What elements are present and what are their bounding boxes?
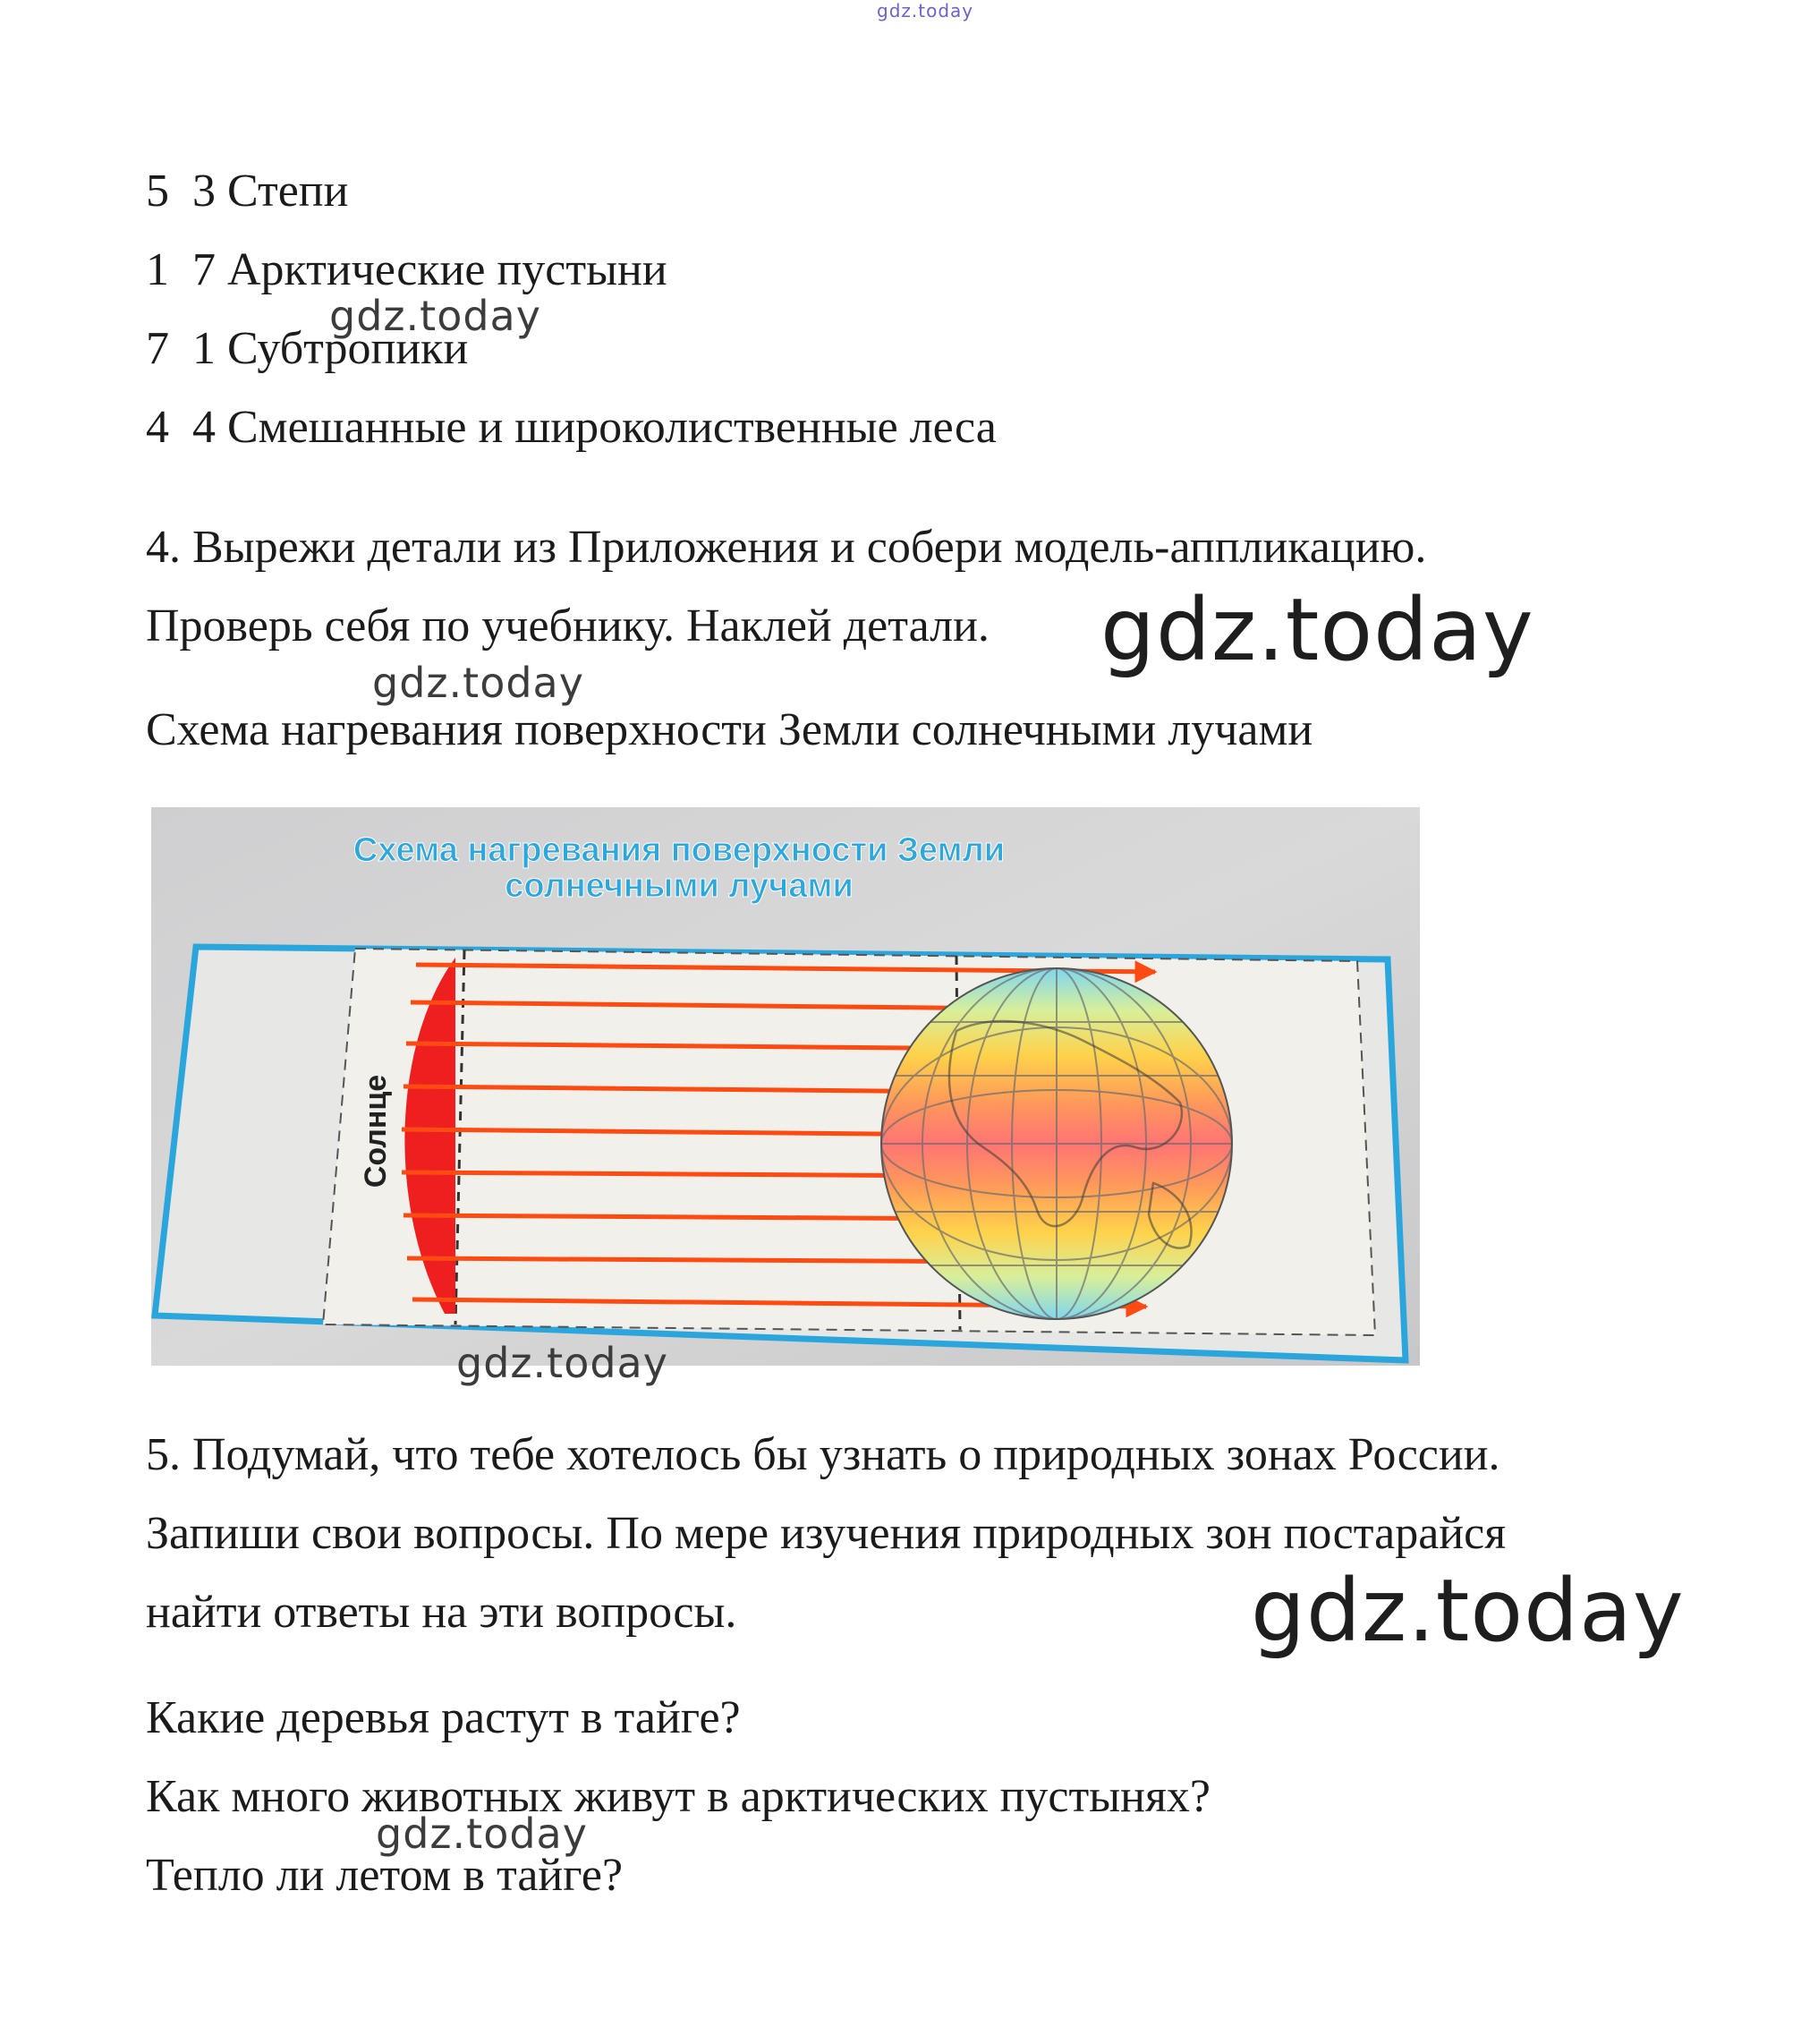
answer-label: Смешанные и широколиственные леса bbox=[227, 402, 997, 453]
answer-number-a: 4 bbox=[146, 402, 169, 453]
answer-number-b: 4 bbox=[192, 402, 216, 453]
scheme-caption: Схема нагревания поверхности Земли солнечными лучами bbox=[146, 704, 1313, 755]
task5-line1: 5. Подумай, что тебе хотелось бы узнать о природных зонах России. bbox=[146, 1429, 1500, 1480]
watermark: gdz.today bbox=[376, 1810, 588, 1858]
answer-label: Субтропики bbox=[227, 323, 469, 374]
scheme-figure bbox=[151, 807, 1420, 1366]
answer-number-a: 1 bbox=[146, 244, 169, 295]
answer-row bbox=[146, 242, 667, 299]
task5-line3: найти ответы на эти вопросы. bbox=[146, 1587, 737, 1638]
answer-number-b: 7 bbox=[192, 244, 216, 295]
answer-number-a: 7 bbox=[146, 323, 169, 374]
figure-title-line1: Схема нагревания поверхности Земли bbox=[353, 831, 1006, 869]
question-item: Какие деревья растут в тайге? bbox=[146, 1692, 741, 1743]
watermark-top: gdz.today bbox=[877, 0, 974, 21]
watermark: gdz.today bbox=[1251, 1561, 1685, 1661]
watermark: gdz.today bbox=[329, 292, 541, 340]
watermark: gdz.today bbox=[456, 1339, 668, 1387]
question-item: Тепло ли летом в тайге? bbox=[146, 1850, 624, 1901]
answer-row bbox=[146, 163, 348, 220]
question-item: Как много животных живут в арктических пустынях? bbox=[146, 1771, 1211, 1822]
sun-label: Солнце bbox=[359, 1074, 393, 1188]
figure-title-line2: солнечными лучами bbox=[505, 867, 854, 905]
watermark: gdz.today bbox=[1100, 580, 1534, 680]
answer-row bbox=[146, 399, 997, 456]
answer-label: Степи bbox=[227, 166, 349, 217]
answer-number-b: 3 bbox=[192, 166, 216, 217]
earth-globe bbox=[881, 968, 1232, 1319]
answer-number-a: 5 bbox=[146, 166, 169, 217]
task5-line2: Запиши свои вопросы. По мере изучения природных зон постарайся bbox=[146, 1508, 1507, 1559]
task4-line1: 4. Вырежи детали из Приложения и собери модель-аппликацию. bbox=[146, 522, 1427, 573]
watermark: gdz.today bbox=[372, 659, 584, 707]
answer-label: Арктические пустыни bbox=[227, 244, 667, 295]
task4-line2: Проверь себя по учебнику. Наклей детали. bbox=[146, 600, 990, 652]
answer-number-b: 1 bbox=[192, 323, 216, 374]
